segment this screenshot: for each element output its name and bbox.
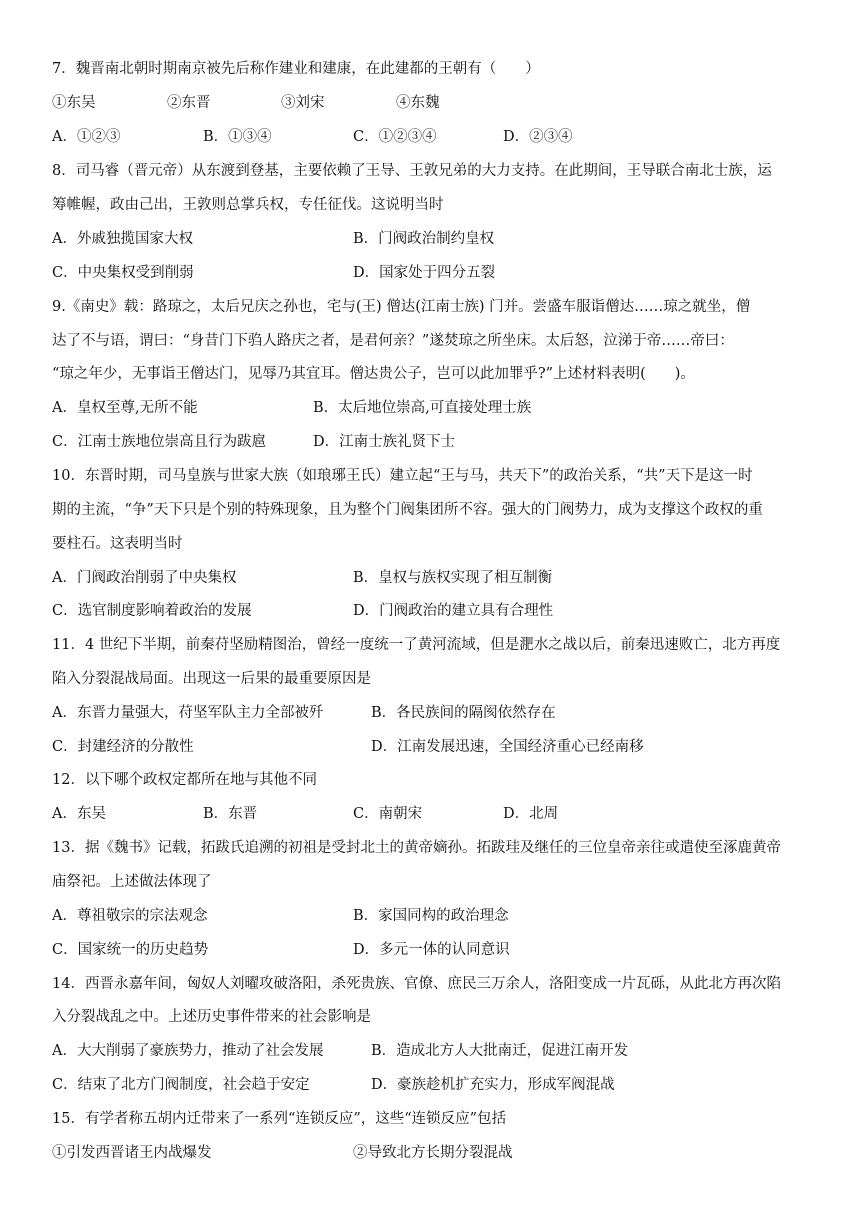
q13-option-a: A．尊祖敬宗的宗法观念 <box>52 908 208 924</box>
q9-stem-line-1: 9.《南史》载：路琼之，太后兄庆之孙也，宅与(王) 僧达(江南士族) 门并。尝盛车服诣僧达‥‥‥琼之就坐，僧 <box>52 299 751 315</box>
q7-option-b: B．①③④ <box>203 129 272 145</box>
q7-option-a: A．①②③ <box>52 129 121 145</box>
q14-option-b: B．造成北方人大批南迁，促进江南开发 <box>371 1043 629 1059</box>
q12-option-d: D．北周 <box>503 806 559 822</box>
q15-item-1: ①引发西晋诸王内战爆发 <box>52 1145 212 1161</box>
q7-option-c: C．①②③④ <box>353 129 437 145</box>
q11-option-a: A．东晋力量强大，苻坚军队主力全部被歼 <box>52 705 324 721</box>
q8-stem-line-1: 8．司马睿（晋元帝）从东渡到登基，主要依赖了王导、王敦兄弟的大力支持。在此期间，王导联合南北士族，运 <box>52 163 772 179</box>
q12-option-a: A．东吴 <box>52 806 106 822</box>
q9-option-a: A．皇权至尊,无所不能 <box>52 400 198 416</box>
q9-option-c: C．江南士族地位崇高且行为跋扈 <box>52 434 267 450</box>
q10-stem-line-1: 10．东晋时期，司马皇族与世家大族（如琅琊王氏）建立起“王与马，共天下”的政治关系，“共”天下是这一时 <box>52 468 753 484</box>
q11-stem-line-1: 11．4 世纪下半期，前秦苻坚励精图治，曾经一度统一了黄河流域，但是淝水之战以后，前秦迅速败亡，北方再度 <box>52 637 781 653</box>
q11-option-b: B．各民族间的隔阂依然存在 <box>371 705 556 721</box>
q14-option-d: D．豪族趁机扩充实力，形成军阀混战 <box>371 1077 615 1093</box>
q13-stem-line-2: 庙祭祀。上述做法体现了 <box>52 874 212 890</box>
q7-item-1: ①东吴 <box>52 95 96 111</box>
q9-stem-line-3: “琼之年少，无事诣王僧达门，见辱乃其宜耳。僧达贵公子，岂可以此加罪乎?”上述材料表明( )。 <box>52 366 695 382</box>
q7-option-d: D．②③④ <box>503 129 573 145</box>
q13-option-b: B．家国同构的政治理念 <box>353 908 509 924</box>
q8-option-b: B．门阀政治制约皇权 <box>353 231 495 247</box>
q8-stem-line-2: 筹帷幄，政由己出，王敦则总掌兵权，专任征伐。这说明当时 <box>52 197 444 213</box>
q12-stem: 12．以下哪个政权定都所在地与其他不同 <box>52 772 317 788</box>
q14-option-c: C．结束了北方门阀制度，社会趋于安定 <box>52 1077 310 1093</box>
q7-item-4: ④东魏 <box>396 95 440 111</box>
q10-stem-line-2: 期的主流，“争”天下只是个别的特殊现象，且为整个门阀集团所不容。强大的门阀势力，成为支撑这个政权的重 <box>52 502 763 518</box>
q14-stem-line-2: 入分裂战乱之中。上述历史事件带来的社会影响是 <box>52 1009 371 1025</box>
q9-option-b: B．太后地位崇高,可直接处理士族 <box>313 400 532 416</box>
q14-stem-line-1: 14．西晋永嘉年间，匈奴人刘曜攻破洛阳，杀死贵族、官僚、庶民三万余人，洛阳变成一片瓦砾，从此北方再次陷 <box>52 976 781 992</box>
q7-stem: 7．魏晋南北朝时期南京被先后称作建业和建康，在此建都的王朝有（ ） <box>52 61 540 77</box>
q11-option-c: C．封建经济的分散性 <box>52 739 194 755</box>
q14-option-a: A．大大削弱了豪族势力，推动了社会发展 <box>52 1043 324 1059</box>
q8-option-c: C．中央集权受到削弱 <box>52 265 194 281</box>
q9-option-d: D．江南士族礼贤下士 <box>313 434 456 450</box>
q11-option-d: D．江南发展迅速，全国经济重心已经南移 <box>371 739 644 755</box>
q10-option-a: A．门阀政治削弱了中央集权 <box>52 570 237 586</box>
q10-option-c: C．选官制度影响着政治的发展 <box>52 603 252 619</box>
q13-option-d: D．多元一体的认同意识 <box>353 942 510 958</box>
q7-item-3: ③刘宋 <box>281 95 325 111</box>
q10-option-b: B．皇权与族权实现了相互制衡 <box>353 570 553 586</box>
q7-item-2: ②东晋 <box>167 95 211 111</box>
q10-option-d: D．门阀政治的建立具有合理性 <box>353 603 554 619</box>
q11-stem-line-2: 陷入分裂混战局面。出现这一后果的最重要原因是 <box>52 671 371 687</box>
q8-option-d: D．国家处于四分五裂 <box>353 265 496 281</box>
q9-stem-line-2: 达了不与语，谓曰：“身昔门下驺人路庆之者，是君何亲？”遂焚琼之所坐床。太后怒，泣涕于帝‥‥‥帝曰： <box>52 333 734 349</box>
q13-option-c: C．国家统一的历史趋势 <box>52 942 209 958</box>
q13-stem-line-1: 13．据《魏书》记载，拓跋氏追溯的初祖是受封北土的黄帝嫡孙。拓跋珪及继任的三位皇帝亲往或遣使至涿鹿黄帝 <box>52 840 781 856</box>
q12-option-c: C．南朝宋 <box>353 806 423 822</box>
q10-stem-line-3: 要柱石。这表明当时 <box>52 536 183 552</box>
q15-item-2: ②导致北方长期分裂混战 <box>353 1145 513 1161</box>
q15-stem: 15．有学者称五胡内迁带来了一系列“连锁反应”，这些“连锁反应”包括 <box>52 1111 507 1127</box>
q12-option-b: B．东晋 <box>203 806 258 822</box>
q8-option-a: A．外戚独揽国家大权 <box>52 231 193 247</box>
